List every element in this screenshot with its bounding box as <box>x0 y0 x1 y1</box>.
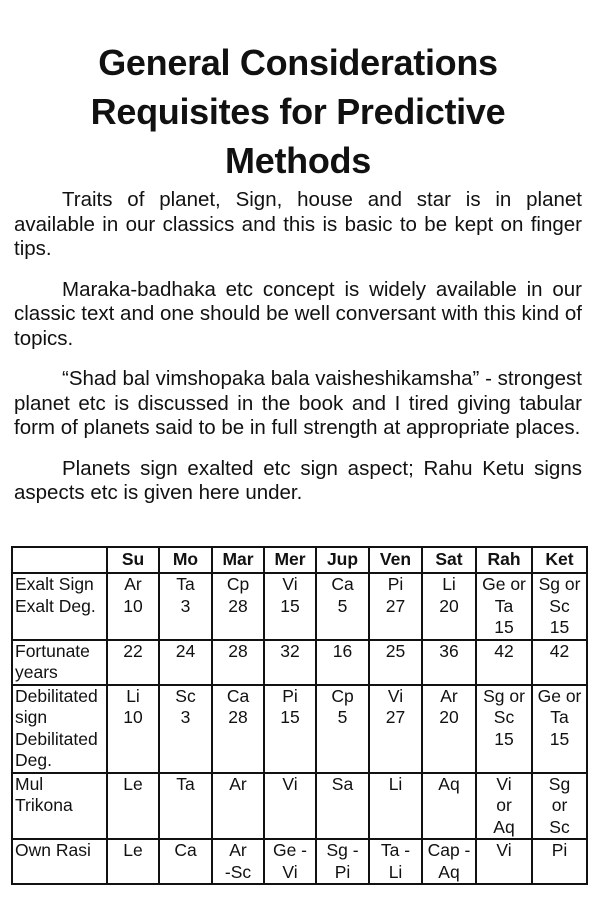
table-header <box>12 547 587 573</box>
cell-line: Pi <box>551 840 568 860</box>
cell-line: Ta <box>176 574 195 594</box>
table-cell <box>264 839 316 884</box>
row-label-line: Mul <box>15 773 44 794</box>
table-cell <box>159 839 212 884</box>
table-cell <box>532 685 587 773</box>
table-cell <box>264 640 316 685</box>
cell-line: Li <box>442 574 456 594</box>
cell-line: Ar <box>229 840 247 860</box>
cell-line: 20 <box>439 707 459 727</box>
cell-line: -Sc <box>224 861 252 882</box>
header-cell: Rah <box>476 547 532 573</box>
header-cell: Jup <box>316 547 369 573</box>
cell-line: 28 <box>228 640 248 661</box>
title-line: Requisites for Predictive <box>90 91 506 133</box>
cell-line: Ca <box>226 685 250 706</box>
cell-line: Sc <box>493 707 515 727</box>
row-label-line: Debilitated <box>15 685 98 706</box>
table-cell <box>316 839 369 884</box>
header-cell: Mo <box>159 547 212 573</box>
cell-line: 10 <box>123 707 143 727</box>
cell-line: 36 <box>439 640 459 661</box>
row-label-line: Debilitated <box>15 728 98 749</box>
table-cell <box>532 839 587 884</box>
row-label-line: Exalt Deg. <box>15 595 96 616</box>
cell-line: 15 <box>549 617 570 637</box>
cell-line: 28 <box>228 595 248 616</box>
header-cell: Su <box>107 547 159 573</box>
table-row <box>12 640 587 685</box>
page-title <box>0 38 596 185</box>
table-cell <box>212 685 264 773</box>
table-cell <box>316 573 369 640</box>
cell-line: Ta - <box>380 840 411 860</box>
cell-line: 3 <box>180 707 191 727</box>
table-row <box>12 839 587 884</box>
cell-line: Ar <box>124 574 142 594</box>
table-cell <box>369 573 422 640</box>
cell-line: 16 <box>332 640 353 661</box>
table-cell <box>476 685 532 773</box>
table-cell <box>532 640 587 685</box>
row-label-line: Deg. <box>15 750 52 770</box>
table-header-row <box>12 547 587 573</box>
cell-line: 28 <box>228 707 248 727</box>
cell-line: Le <box>123 773 143 794</box>
cell-line: or <box>551 795 568 815</box>
table-cell <box>212 839 264 884</box>
cell-line: Vi <box>282 861 298 882</box>
cell-line: 15 <box>494 728 514 749</box>
header-cell: Ven <box>369 547 422 573</box>
cell-line: 42 <box>549 640 570 661</box>
header-cell: Sat <box>422 547 476 573</box>
row-label-cell <box>12 773 107 840</box>
cell-line: 10 <box>123 595 143 616</box>
cell-line: Pi <box>282 685 298 706</box>
cell-line: 27 <box>385 595 406 616</box>
table-cell <box>532 773 587 840</box>
table-cell <box>316 773 369 840</box>
body-text <box>14 188 582 522</box>
cell-line: 42 <box>494 640 514 661</box>
cell-line: 25 <box>385 640 406 661</box>
table-cell <box>369 640 422 685</box>
table-body <box>12 573 587 884</box>
table-cell <box>264 685 316 773</box>
row-label-cell <box>12 573 107 640</box>
cell-line: Pi <box>387 574 404 594</box>
row-label-line: Own Rasi <box>15 840 91 860</box>
table-cell <box>107 685 159 773</box>
cell-line: 3 <box>180 595 191 616</box>
cell-line: 27 <box>385 707 406 727</box>
cell-line: 20 <box>439 595 459 616</box>
paragraph-shad-bal: “Shad bal vimshopaka bala vaisheshikamsha” - strongest planet etc is discussed in the book and I tired giving tabular form of planets said to be in full strength at appropriate places. <box>14 367 582 439</box>
cell-line: Le <box>123 840 143 860</box>
table-cell <box>422 773 476 840</box>
cell-line: Vi <box>282 574 298 594</box>
row-label-cell <box>12 685 107 773</box>
cell-line: Vi <box>496 840 512 860</box>
cell-line: Ge or <box>482 574 526 594</box>
table-cell <box>107 573 159 640</box>
row-label-cell <box>12 640 107 685</box>
table-cell <box>212 773 264 840</box>
cell-line: Ge or <box>537 685 582 706</box>
cell-line: Ar <box>229 773 247 794</box>
table-cell <box>159 640 212 685</box>
cell-line: 5 <box>337 707 348 727</box>
table-cell <box>107 640 159 685</box>
table-cell <box>422 573 476 640</box>
cell-line: 5 <box>337 595 348 616</box>
cell-line: Sg or <box>483 685 525 706</box>
paragraph-planets-sign: Planets sign exalted etc sign aspect; Rahu Ketu signs aspects etc is given here under. <box>14 456 582 504</box>
table-cell <box>476 773 532 840</box>
table-cell <box>107 773 159 840</box>
cell-line: 32 <box>280 640 300 661</box>
cell-line: 22 <box>123 640 143 661</box>
table-cell <box>422 640 476 685</box>
cell-line: Vi <box>387 685 404 706</box>
table-cell <box>107 839 159 884</box>
cell-line: 15 <box>280 595 300 616</box>
cell-line: Sc <box>175 685 196 706</box>
cell-line: Aq <box>493 816 515 837</box>
table-cell <box>369 685 422 773</box>
cell-line: Pi <box>334 861 351 882</box>
cell-line: Ge - <box>272 840 308 860</box>
table-cell <box>212 640 264 685</box>
table-cell <box>422 839 476 884</box>
cell-line: Sc <box>549 816 570 837</box>
row-label-cell <box>12 839 107 884</box>
cell-line: 15 <box>280 707 300 727</box>
table-row <box>12 685 587 773</box>
header-cell: Mer <box>264 547 316 573</box>
header-corner-cell <box>12 547 107 573</box>
cell-line: Ta <box>550 707 569 727</box>
table-row <box>12 773 587 840</box>
row-label-line: sign <box>15 707 48 727</box>
table-cell <box>532 573 587 640</box>
row-label-line: Exalt Sign <box>15 574 94 594</box>
table-cell <box>476 573 532 640</box>
table-cell <box>476 640 532 685</box>
table-cell <box>369 839 422 884</box>
table-cell <box>316 685 369 773</box>
cell-line: Ca <box>331 574 354 594</box>
cell-line: 15 <box>549 728 570 749</box>
cell-line: Cp <box>331 685 354 706</box>
header-cell: Ket <box>532 547 587 573</box>
table-cell <box>159 773 212 840</box>
planet-strength-table <box>11 546 588 885</box>
table-cell <box>316 640 369 685</box>
table-cell <box>159 573 212 640</box>
cell-line: Ta <box>176 773 195 794</box>
cell-line: Sa <box>331 773 354 794</box>
table-row <box>12 573 587 640</box>
cell-line: Cp <box>226 574 250 594</box>
cell-line: Sg or <box>538 574 581 594</box>
cell-line: Sg <box>548 773 571 794</box>
cell-line: Li <box>388 773 403 794</box>
title-line: General Considerations <box>98 42 498 84</box>
cell-line: Ar <box>440 685 458 706</box>
header-cell: Mar <box>212 547 264 573</box>
table-cell <box>212 573 264 640</box>
cell-line: or <box>496 795 512 815</box>
title-line: Methods <box>225 140 371 182</box>
cell-line: Li <box>126 685 140 706</box>
paragraph-traits: Traits of planet, Sign, house and star is in planet available in our classics and this is basic to be kept on finger tips. <box>14 188 582 260</box>
cell-line: Aq <box>438 861 460 882</box>
cell-line: Cap - <box>427 840 471 860</box>
cell-line: Ta <box>494 595 514 616</box>
cell-line: Li <box>388 861 403 882</box>
table-cell <box>264 573 316 640</box>
table-cell <box>369 773 422 840</box>
cell-line: Sg - <box>326 840 359 860</box>
table-cell <box>159 685 212 773</box>
paragraph-maraka-badhaka: Maraka-badhaka etc concept is widely available in our classic text and one should be well conversant with this kind of topics. <box>14 277 582 350</box>
cell-line: 24 <box>175 640 196 661</box>
cell-line: Vi <box>282 773 298 794</box>
row-label-line: Fortunate <box>15 640 90 661</box>
cell-line: Sc <box>549 595 570 616</box>
table-cell <box>422 685 476 773</box>
row-label-line: years <box>15 662 58 682</box>
cell-line: Aq <box>438 773 460 794</box>
cell-line: Vi <box>496 773 512 794</box>
cell-line: 15 <box>494 617 514 637</box>
table-cell <box>476 839 532 884</box>
table-cell <box>264 773 316 840</box>
row-label-line: Trikona <box>15 795 73 815</box>
cell-line: Ca <box>174 840 197 860</box>
